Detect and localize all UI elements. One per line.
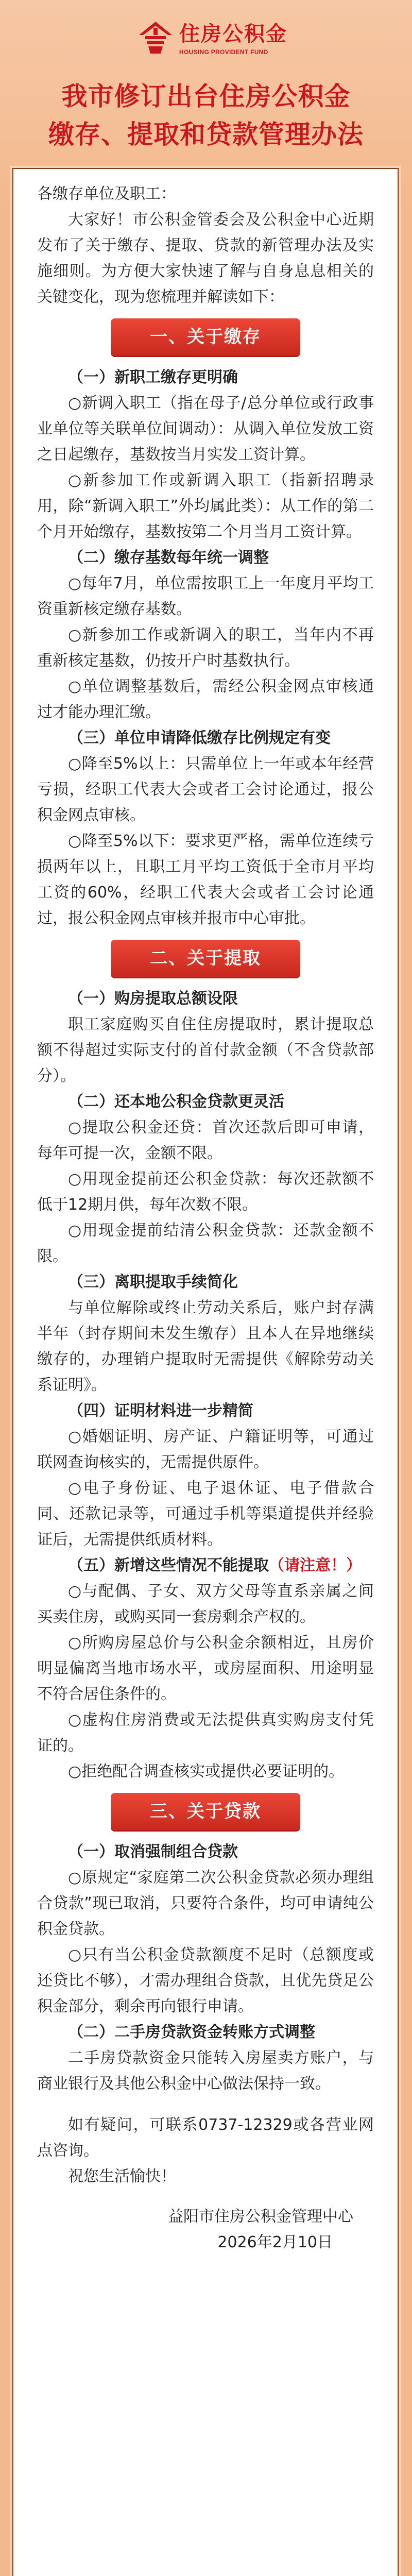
subheading: （三）离职提取手续简化 [68, 1273, 238, 1291]
paragraph: 职工家庭购买自住住房提取时，累计提取总额不得超过实际支付的首付款金额（不含贷款部分）。 [37, 1015, 374, 1085]
paragraph: ○拒绝配合调查核实或提供必要证明的。 [68, 1762, 345, 1781]
section-deposit-title: 一、关于缴存 [111, 318, 300, 355]
title-line-2: 缴存、提取和贷款管理办法 [48, 119, 364, 149]
signature-block [37, 2204, 374, 2256]
paragraph: ○所购房屋总价与公积金余额相近，且房价明显偏离当地市场水平，或房屋面积、用途明显不符合居住条件的。 [37, 1634, 374, 1703]
subheading: （一）取消强制组合贷款 [68, 1843, 238, 1861]
paragraph: ○降至5%以下：要求更严格，需单位连续亏损两年以上，且职工月平均工资低于全市月平均工资的60%，经职工代表大会或者工会讨论通过，报公积金网点审核并报市中心审批。 [37, 832, 374, 927]
section-withdrawal-title: 二、关于提取 [111, 940, 300, 977]
subheading: （二）缴存基数每年统一调整 [68, 549, 269, 567]
subheading: （二）还本地公积金贷款更灵活 [68, 1093, 284, 1111]
subheading: （四）证明材料进一步精简 [68, 1402, 253, 1420]
paragraph: ○原规定“家庭第二次公积金贷款必须办理组合贷款”现已取消，只要符合条件，均可申请纯公积金贷款。 [37, 1869, 374, 1938]
paragraph: ○只有当公积金贷款额度不足时（总额度或还贷比不够），才需办理组合贷款，且优先贷足公积金部分，剩余再向银行申请。 [37, 1946, 374, 2015]
paragraph: ○与配偶、子女、双方父母等直系亲属之间买卖住房，或购买同一套房剩余产权的。 [37, 1582, 374, 1626]
subheading [37, 1553, 374, 1579]
content-card [12, 168, 399, 2576]
title-line-1: 我市修订出台住房公积金 [61, 81, 351, 111]
logo [0, 15, 412, 60]
paragraph: ○降至5%以上：只需单位上一年或本年经营亏损，经职工代表大会或者工会讨论通过，报公积金网点审核。 [37, 755, 374, 824]
page-title [0, 77, 412, 154]
header [0, 0, 412, 164]
logo-en-text: HOUSING PROVIDENT FUND [179, 48, 268, 56]
issuing-org: 益阳市住房公积金管理中心 [168, 2208, 353, 2226]
section-deposit-header [37, 318, 374, 355]
paragraph: ○电子身份证、电子退休证、电子借款合同、还款记录等，可通过手机等渠道提供并经验证后，无需提供纸质材料。 [37, 1479, 374, 1549]
greeting: 各缴存单位及职工： [37, 185, 176, 203]
subheading: （二）二手房贷款资金转账方式调整 [68, 2023, 315, 2041]
housing-fund-logo-icon [138, 21, 173, 55]
section-loan-header [37, 1793, 374, 1830]
subheading: （一）购房提取总额设限 [68, 990, 238, 1008]
section-loan-title: 三、关于贷款 [111, 1793, 300, 1830]
contact-paragraph: 如有疑问，可联系0737-12329或各营业网点咨询。 [37, 2116, 374, 2160]
paragraph: ○用现金提前结清公积金贷款：还款金额不限。 [37, 1222, 374, 1265]
paragraph: ○新调入职工（指在母子/总分单位或行政事业单位等关联单位间调动）：从调入单位发放工资之日起缴存，基数按当月实发工资计算。 [37, 394, 374, 464]
issue-date: 2026年2月10日 [217, 2233, 333, 2251]
subheading: （一）新职工缴存更明确 [68, 368, 238, 386]
subheading-text: （五）新增这些情况不能提取 [68, 1556, 269, 1574]
paragraph: ○提取公积金还贷：首次还款后即可申请，每年可提一次，金额不限。 [37, 1118, 374, 1162]
subheading: （三）单位申请降低缴存比例规定有变 [68, 729, 331, 747]
paragraph: 与单位解除或终止劳动关系后，账户封存满半年（封存期间未发生缴存）且本人在异地继续缴存的，办理销户提取时无需提供《解除劳动关系证明》。 [37, 1299, 374, 1394]
paragraph: 二手房贷款资金只能转入房屋卖方账户，与商业银行及其他公积金中心做法保持一致。 [37, 2049, 374, 2093]
section-withdrawal-header [37, 940, 374, 977]
logo-cn-text: 住房公积金 [179, 22, 287, 46]
paragraph: ○虚构住房消费或无法提供真实购房支付凭证的。 [37, 1711, 374, 1755]
wish-paragraph: 祝您生活愉快！ [68, 2167, 176, 2185]
paragraph: ○新参加工作或新调入的职工，当年内不再重新核定基数，仍按开户时基数执行。 [37, 626, 374, 670]
paragraph: ○用现金提前还公积金贷款：每次还款额不低于12期月供，每年次数不限。 [37, 1170, 374, 1214]
paragraph: ○单位调整基数后，需经公积金网点审核通过才能办理汇缴。 [37, 677, 374, 721]
article-body [13, 169, 398, 2256]
intro-paragraph: 大家好！市公积金管委会及公积金中心近期发布了关于缴存、提取、贷款的新管理办法及实施细则。为方便大家快速了解与自身息息相关的关键变化，现为您梳理并解读如下： [37, 211, 374, 306]
warning-note: （请注意！） [269, 1556, 362, 1574]
paragraph: ○每年7月，单位需按职工上一年度月平均工资重新核定缴存基数。 [37, 574, 374, 618]
paragraph: ○婚姻证明、房产证、户籍证明等，可通过联网查询核实的，无需提供原件。 [37, 1428, 374, 1471]
paragraph: ○新参加工作或新调入职工（指新招聘录用，除“新调入职工”外均属此类）：从工作的第二个月开始缴存，基数按第二个月当月工资计算。 [37, 471, 374, 541]
